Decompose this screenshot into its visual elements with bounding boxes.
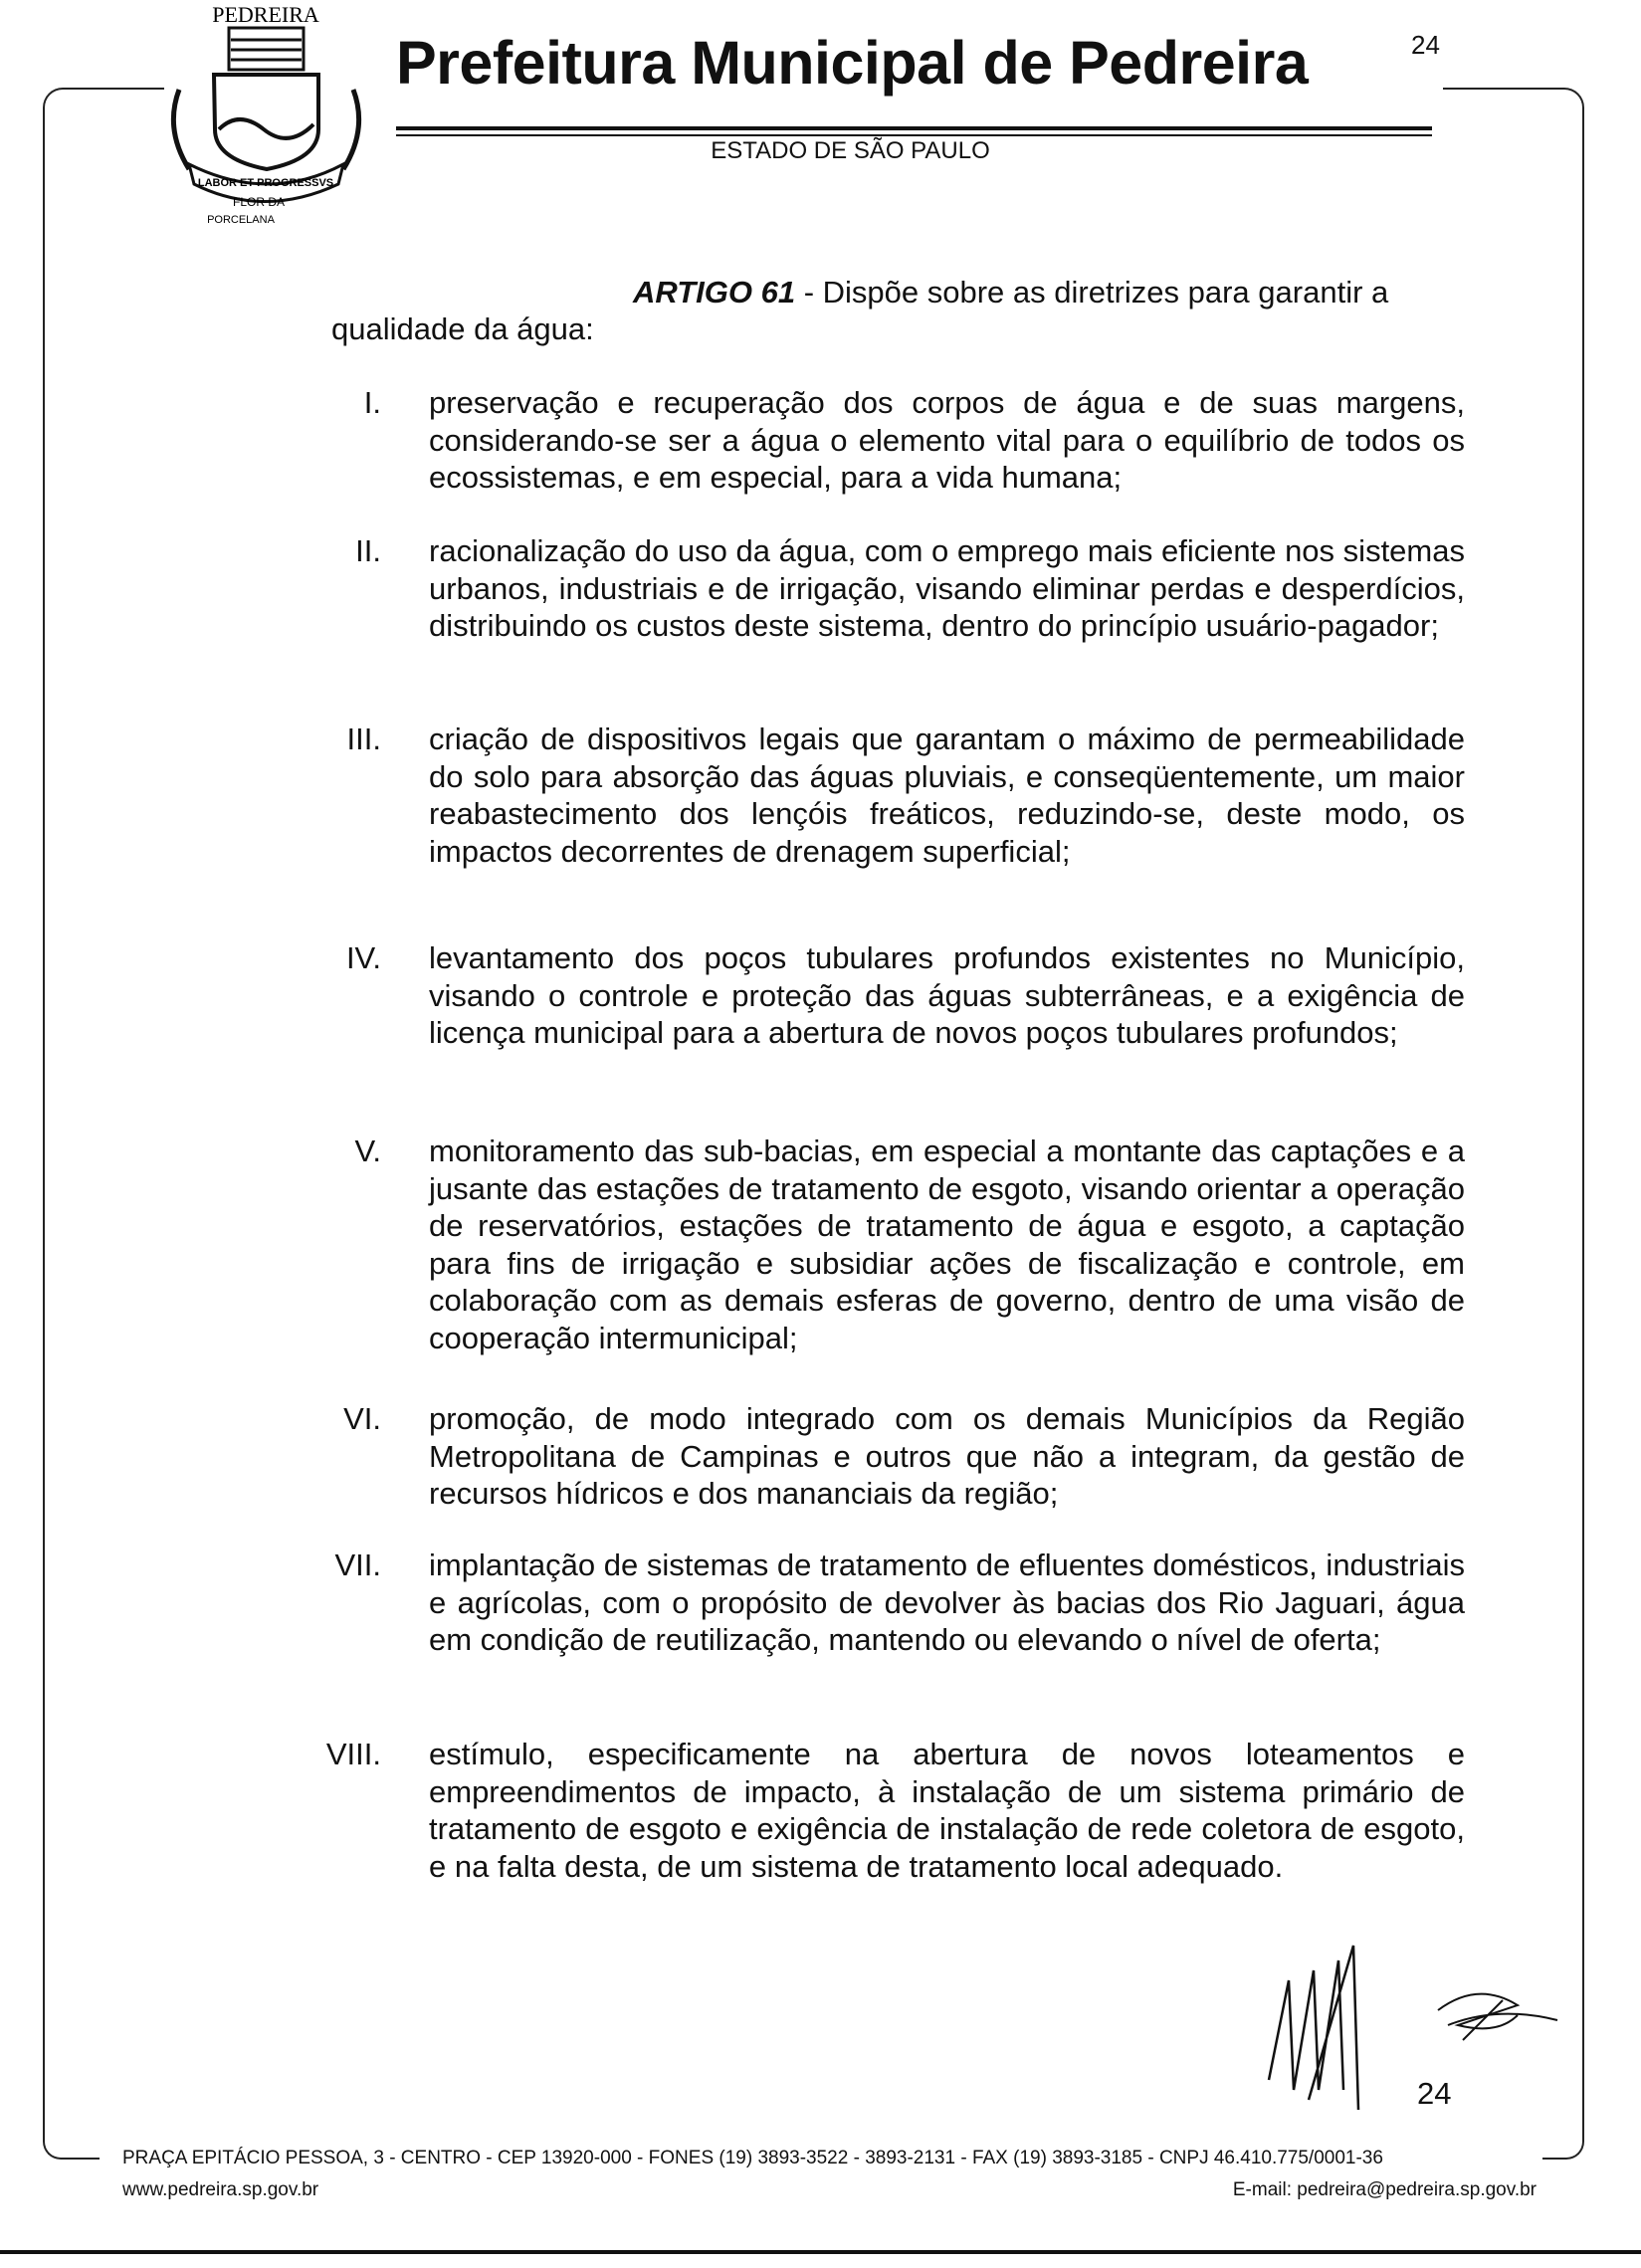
frame-left-bottom	[43, 2120, 100, 2160]
state-subtitle: ESTADO DE SÃO PAULO	[711, 137, 990, 164]
item-text: preservação e recuperação dos corpos de água e de suas margens, considerando-se ser a água o elemento vital para o equilíbrio de todos os ecossistemas, e em especial, para a vida humana;	[429, 385, 1465, 495]
header-rule-thick	[396, 126, 1432, 130]
item-numeral: IV.	[345, 940, 381, 975]
article-heading-text: - Dispõe sobre as diretrizes para garantir a	[795, 275, 1389, 309]
item-text: monitoramento das sub-bacias, em especial a montante das captações e a jusante das estações de tratamento de esgoto, visando orientar a operação de reservatórios, estações de tratamento de água e esgoto, a captação para fins de irrigação e subsidiar ações de fiscalização e controle, em colaboração com as demais esferas de governo, dentro de uma visão de cooperação intermunicipal;	[429, 1134, 1465, 1355]
footer-address: PRAÇA EPITÁCIO PESSOA, 3 - CENTRO - CEP 13920-000 - FONES (19) 3893-3522 - 3893-2131 - FAX (19) 3893-3185 - CNPJ 46.410.775/0001-36	[122, 2148, 1383, 2168]
page-number: 24	[1417, 2076, 1452, 2111]
page-number-superscript: 24	[1411, 30, 1440, 60]
item-numeral: VII.	[334, 1547, 381, 1582]
logo-text-bottom1: FLOR DA	[232, 195, 286, 209]
municipal-coat-of-arms-logo	[159, 0, 373, 227]
item-text: levantamento dos poços tubulares profundos existentes no Município, visando o controle e proteção das águas subterrâneas, e a exigência de licença municipal para a abertura de novos poços tubulares profundos;	[429, 940, 1465, 1050]
logo-motto: LABOR ET PROGRESSVS	[197, 177, 334, 189]
item-numeral: VI.	[343, 1401, 381, 1436]
logo-text-top: PEDREIRA	[212, 2, 319, 27]
item-numeral: III.	[346, 722, 381, 756]
item-text: promoção, de modo integrado com os demais Municípios da Região Metropolitana de Campinas e outros que não a integram, da gestão de recursos hídricos e dos mananciais da região;	[429, 1401, 1465, 1511]
item-numeral: V.	[354, 1134, 381, 1168]
article-heading	[633, 274, 1388, 311]
item-numeral: VIII.	[325, 1737, 381, 1771]
frame-left	[43, 88, 164, 2140]
article-label: ARTIGO 61	[633, 275, 796, 309]
frame-right-bottom	[1542, 2120, 1584, 2160]
item-text: implantação de sistemas de tratamento de efluentes domésticos, industriais e agrícolas, com o propósito de devolver às bacias dos Rio Jaguari, água em condição de reutilização, mantendo ou elevando o nível de oferta;	[429, 1547, 1465, 1657]
item-numeral: II.	[355, 533, 381, 568]
article-heading-continuation: qualidade da água:	[331, 311, 594, 346]
item-numeral: I.	[363, 385, 381, 420]
footer-website: www.pedreira.sp.gov.br	[122, 2179, 319, 2200]
page-title: Prefeitura Municipal de Pedreira	[396, 29, 1309, 97]
item-text: racionalização do uso da água, com o emprego mais eficiente nos sistemas urbanos, industriais e de irrigação, visando eliminar perdas e desperdícios, distribuindo os custos deste sistema, dentro do princípio usuário-pagador;	[429, 533, 1465, 643]
item-text: estímulo, especificamente na abertura de novos loteamentos e empreendimentos de impacto, à instalação de um sistema primário de tratamento de esgoto e exigência de instalação de rede coletora de esgoto, e na falta desta, de um sistema de tratamento local adequado.	[429, 1737, 1465, 1884]
logo-text-bottom2: PORCELANA	[207, 214, 275, 226]
header-rule-thin	[396, 134, 1432, 136]
item-text: criação de dispositivos legais que garantam o máximo de permeabilidade do solo para absorção das águas pluviais, e conseqüentemente, um maior reabastecimento dos lençóis freáticos, reduzindo-se, deste modo, os impactos decorrentes de drenagem superficial;	[429, 722, 1465, 869]
footer-email: E-mail: pedreira@pedreira.sp.gov.br	[1232, 2179, 1537, 2200]
footer-rule	[0, 2250, 1641, 2254]
